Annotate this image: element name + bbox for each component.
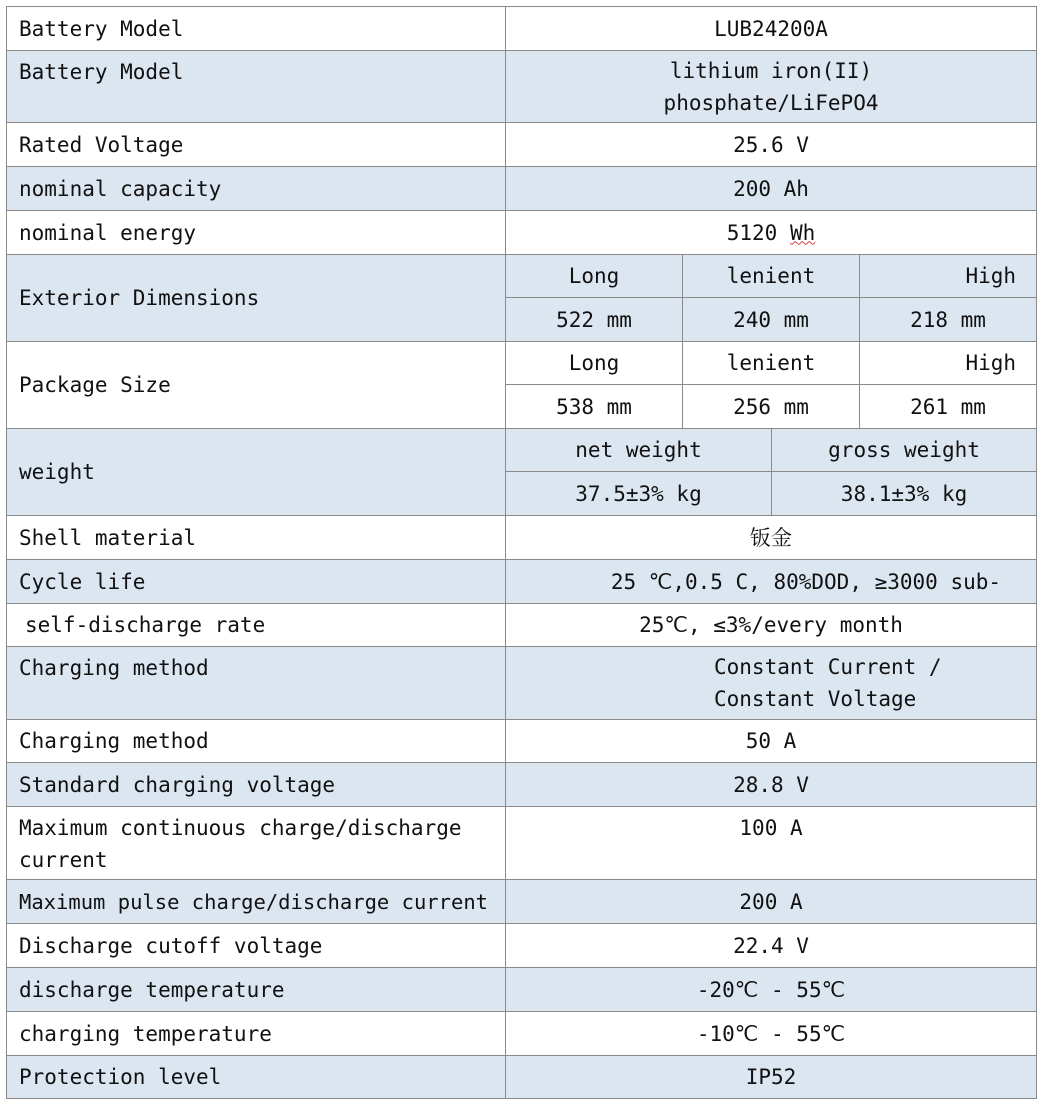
value-number: 5120 [726, 220, 778, 245]
sub-value: 240 mm [683, 298, 860, 342]
row-label: Rated Voltage [7, 123, 506, 167]
sub-header: High [860, 342, 1037, 385]
row-label: Maximum pulse charge/discharge current [7, 880, 506, 924]
row-value: IP52 [506, 1056, 1037, 1099]
row-value: 25.6 V [506, 123, 1037, 167]
row-value: -20℃ - 55℃ [506, 968, 1037, 1012]
row-label: self-discharge rate [7, 604, 506, 647]
table-row-cycle-life [7, 560, 1037, 604]
table-row-charging-method-current [7, 720, 1037, 763]
row-value: LUB24200A [506, 7, 1037, 51]
row-label: Protection level [7, 1056, 506, 1099]
table-row-battery-chemistry [7, 51, 1037, 123]
sub-value: 38.1±3% kg [772, 472, 1037, 516]
sub-value: 261 mm [860, 385, 1037, 429]
table-row-shell-material [7, 516, 1037, 560]
table-row-charging-temperature [7, 1012, 1037, 1056]
table-row-exterior-dimensions [7, 255, 1037, 298]
row-value [506, 647, 1037, 720]
row-label: Exterior Dimensions [7, 255, 506, 342]
sub-header: lenient [683, 342, 860, 385]
sub-value: 256 mm [683, 385, 860, 429]
row-value [506, 211, 1037, 255]
table-row-nominal-energy [7, 211, 1037, 255]
table-row-charging-method-mode [7, 647, 1037, 720]
value-line: Constant Current / [714, 655, 942, 679]
battery-spec-table [6, 6, 1037, 1099]
row-label: Battery Model [7, 7, 506, 51]
row-value: 钣金 [506, 516, 1037, 560]
row-label: Charging method [7, 647, 506, 720]
value-line: lithium iron(II) [669, 58, 873, 83]
row-label: Discharge cutoff voltage [7, 924, 506, 968]
row-label: charging temperature [7, 1012, 506, 1056]
sub-header: gross weight [772, 429, 1037, 472]
table-row-package-size [7, 342, 1037, 385]
row-label: Battery Model [7, 51, 506, 123]
row-value: -10℃ - 55℃ [506, 1012, 1037, 1056]
row-value: 25 ℃,0.5 C, 80%DOD, ≥3000 sub- [506, 560, 1037, 604]
table-row-max-pulse-current [7, 880, 1037, 924]
table-row-discharge-cutoff-voltage [7, 924, 1037, 968]
row-label: Maximum continuous charge/discharge current [7, 807, 506, 880]
value-unit: Wh [789, 220, 816, 245]
sub-value: 538 mm [506, 385, 683, 429]
table-row-battery-model [7, 7, 1037, 51]
table-row-nominal-capacity [7, 167, 1037, 211]
sub-value: 522 mm [506, 298, 683, 342]
row-value: 200 Ah [506, 167, 1037, 211]
table-row-self-discharge-rate [7, 604, 1037, 647]
row-label: Shell material [7, 516, 506, 560]
sub-header: High [860, 255, 1037, 298]
row-value: 50 A [506, 720, 1037, 763]
sub-header: Long [506, 342, 683, 385]
sub-header: Long [506, 255, 683, 298]
row-label: discharge temperature [7, 968, 506, 1012]
row-label: Cycle life [7, 560, 506, 604]
sub-header: lenient [683, 255, 860, 298]
value-line: phosphate/LiFePO4 [663, 90, 879, 115]
row-value: 28.8 V [506, 763, 1037, 807]
sub-value: 37.5±3% kg [506, 472, 772, 516]
row-value: 100 A [506, 807, 1037, 880]
table-row-standard-charging-voltage [7, 763, 1037, 807]
table-row-discharge-temperature [7, 968, 1037, 1012]
row-label: nominal energy [7, 211, 506, 255]
row-label: Charging method [7, 720, 506, 763]
value-line: Constant Voltage [714, 687, 917, 711]
table-row-max-continuous-current [7, 807, 1037, 880]
table-row-protection-level [7, 1056, 1037, 1099]
table-row-weight [7, 429, 1037, 472]
row-value: 25℃, ≤3%/every month [506, 604, 1037, 647]
row-label: Standard charging voltage [7, 763, 506, 807]
row-value [506, 51, 1037, 123]
row-label: weight [7, 429, 506, 516]
sub-value: 218 mm [860, 298, 1037, 342]
row-value: 22.4 V [506, 924, 1037, 968]
sub-header: net weight [506, 429, 772, 472]
row-label: Package Size [7, 342, 506, 429]
row-label: nominal capacity [7, 167, 506, 211]
row-value: 200 A [506, 880, 1037, 924]
table-row-rated-voltage [7, 123, 1037, 167]
